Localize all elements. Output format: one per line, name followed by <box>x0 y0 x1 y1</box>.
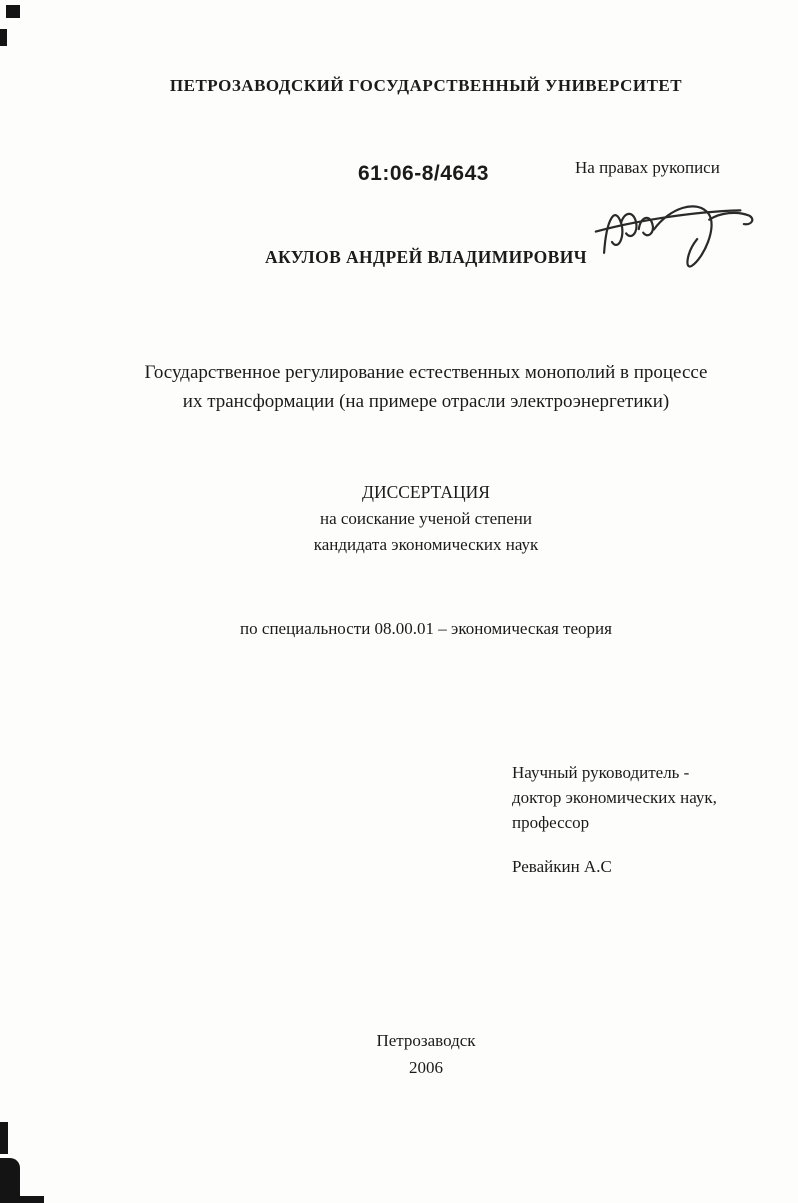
manuscript-rights-note: На правах рукописи <box>575 158 720 177</box>
university-name: ПЕТРОЗАВОДСКИЙ ГОСУДАРСТВЕННЫЙ УНИВЕРСИТЕТ <box>169 76 683 95</box>
scan-artifact-top-left-2 <box>0 29 7 46</box>
catalog-number: 61:06-8/4643 <box>358 162 489 185</box>
degree-line-1: на соискание ученой степени <box>319 509 533 528</box>
specialty-line: по специальности 08.00.01 – экономическая теория <box>240 619 612 638</box>
title-line-1: Государственное регулирование естественных монополий в процессе <box>144 362 708 383</box>
advisor-degree: доктор экономических наук, <box>512 788 717 807</box>
title-line-2: их трансформации (на примере отрасли электроэнергетики) <box>182 391 670 412</box>
advisor-block <box>512 760 717 835</box>
city: Петрозаводск <box>376 1031 476 1050</box>
advisor-label: Научный руководитель - <box>512 763 690 782</box>
scan-artifact-top-left-1 <box>6 5 20 18</box>
dissertation-title <box>54 358 798 416</box>
degree-line-2: кандидата экономических наук <box>313 535 539 554</box>
year: 2006 <box>409 1058 443 1077</box>
scan-artifact-bottom-left-1 <box>0 1122 8 1154</box>
scan-artifact-bottom-left-3 <box>0 1196 44 1203</box>
document-type: ДИССЕРТАЦИЯ <box>362 482 490 502</box>
advisor-rank: профессор <box>512 813 590 832</box>
advisor-name: Ревайкин А.С <box>512 857 612 876</box>
author-name: АКУЛОВ АНДРЕЙ ВЛАДИМИРОВИЧ <box>264 247 588 267</box>
